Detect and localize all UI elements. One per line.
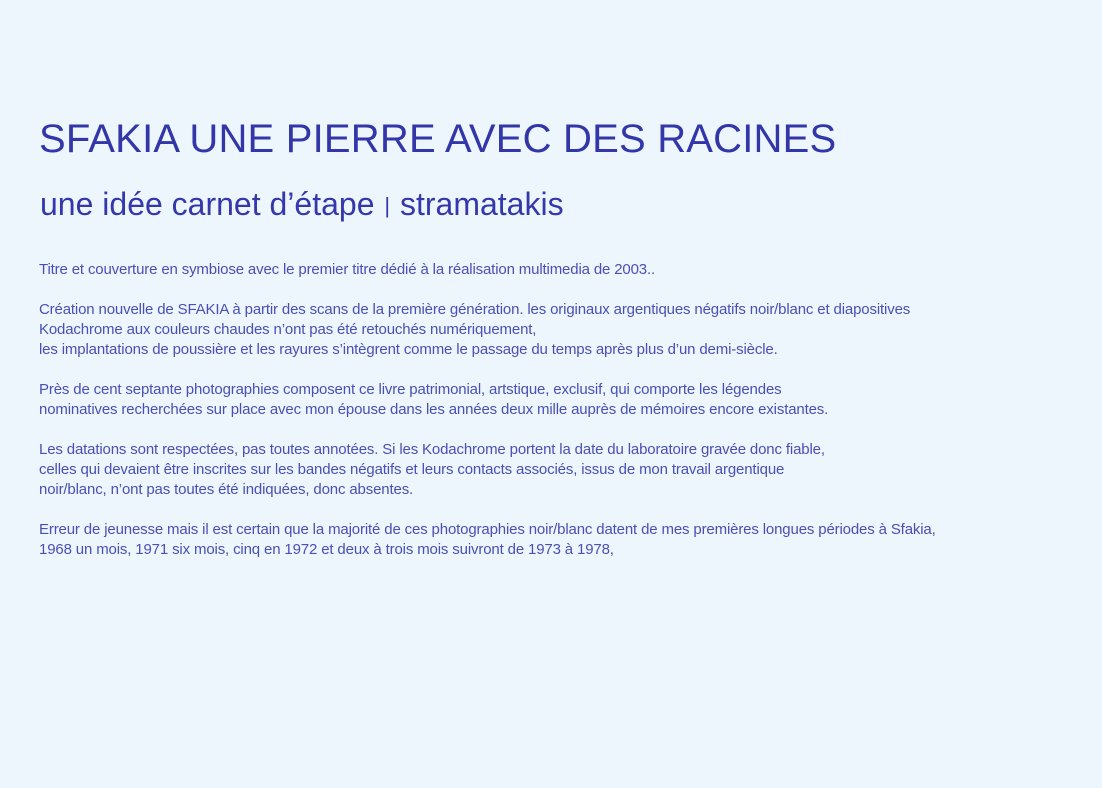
text-line: les implantations de poussière et les rayures s’intègrent comme le passage du temps après plus d’un demi-siècle.	[39, 341, 778, 358]
text-line: 1968 un mois, 1971 six mois, cinq en 1972 et deux à trois mois suivront de 1973 à 1978,	[39, 541, 614, 558]
subtitle-right: stramatakis	[399, 186, 564, 222]
paragraph-5	[39, 520, 1089, 560]
body-text	[39, 260, 1089, 580]
text-line: Kodachrome aux couleurs chaudes n’ont pas été retouchés numériquement,	[39, 321, 537, 338]
subtitle-separator: |	[384, 193, 391, 218]
page-title: SFAKIA UNE PIERRE AVEC DES RACINES	[39, 117, 837, 161]
text-line: Les datations sont respectées, pas toutes annotées. Si les Kodachrome portent la date du laboratoire gravée donc fiable,	[39, 441, 825, 458]
text-line: celles qui devaient être inscrites sur les bandes négatifs et leurs contacts associés, issus de mon travail argentique	[39, 461, 785, 478]
paragraph-4	[39, 440, 1089, 500]
text-line: Titre et couverture en symbiose avec le premier titre dédié à la réalisation multimedia de 2003..	[39, 261, 656, 278]
paragraph-2	[39, 300, 1089, 360]
paragraph-1	[39, 260, 1089, 280]
text-line: noir/blanc, n’ont pas toutes été indiquées, donc absentes.	[39, 481, 414, 498]
text-line: Création nouvelle de SFAKIA à partir des scans de la première génération. les originaux argentiques négatifs noir/blanc et diapositives	[39, 301, 911, 318]
text-line: Erreur de jeunesse mais il est certain que la majorité de ces photographies noir/blanc datent de mes premières longues périodes à Sfakia,	[39, 521, 936, 538]
page-subtitle	[40, 184, 564, 226]
text-line: nominatives recherchées sur place avec mon épouse dans les années deux mille auprès de mémoires encore existantes.	[39, 401, 829, 418]
text-line: Près de cent septante photographies composent ce livre patrimonial, artstique, exclusif, qui comporte les légendes	[39, 381, 782, 398]
subtitle-left: une idée carnet d’étape	[40, 186, 375, 222]
paragraph-3	[39, 380, 1089, 420]
